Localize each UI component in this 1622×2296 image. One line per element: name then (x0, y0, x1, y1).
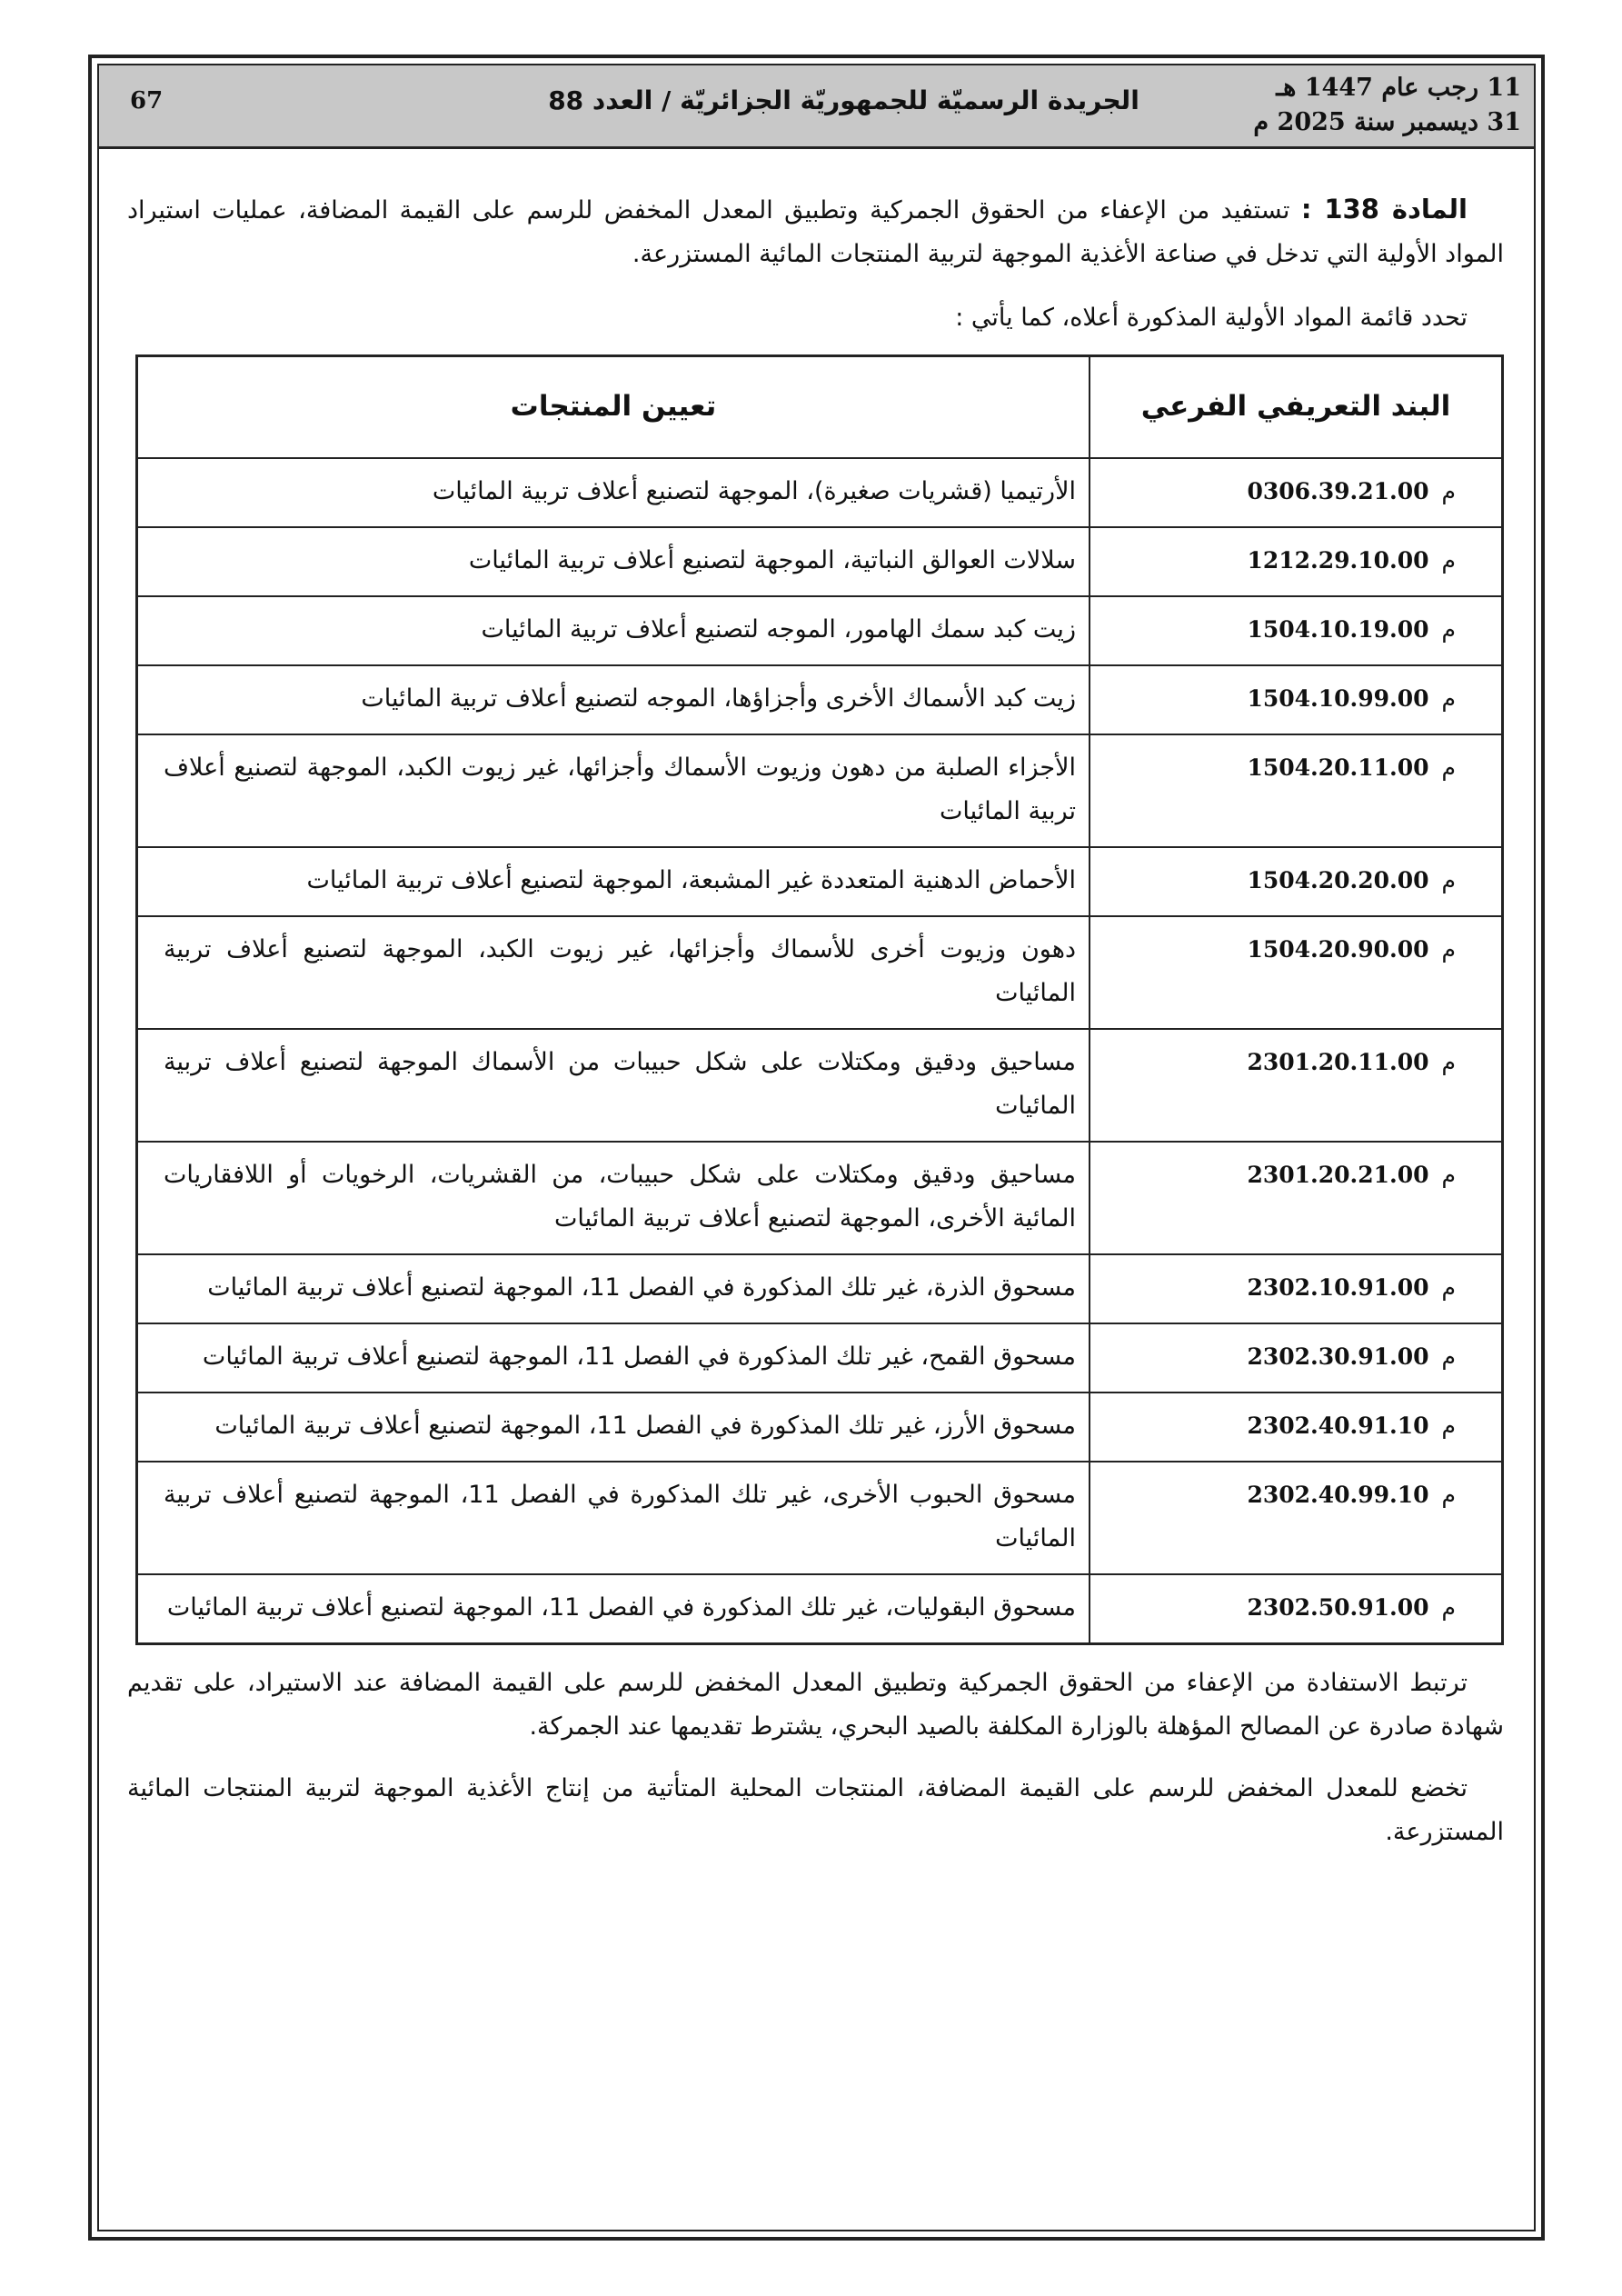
code-prefix: م (1441, 1594, 1456, 1621)
tariff-code: 1504.20.11.00 (1247, 754, 1429, 781)
product-designation: مسحوق الأرز، غير تلك المذكورة في الفصل 11، الموجهة لتصنيع أعلاف تربية المائيات (137, 1393, 1090, 1462)
table-row (137, 458, 1503, 527)
product-designation: الأحماض الدهنية المتعددة غير المشبعة، الموجهة لتصنيع أعلاف تربية المائيات (137, 847, 1090, 916)
product-designation: مسحوق الذرة، غير تلك المذكورة في الفصل 11، الموجهة لتصنيع أعلاف تربية المائيات (137, 1254, 1090, 1323)
product-designation: مسحوق القمح، غير تلك المذكورة في الفصل 11، الموجهة لتصنيع أعلاف تربية المائيات (137, 1323, 1090, 1393)
tariff-code-cell (1090, 1574, 1503, 1644)
code-prefix: م (1441, 547, 1456, 574)
hijri-date: 11 رجب عام 1447 هـ (1276, 74, 1521, 102)
code-prefix: م (1441, 1482, 1456, 1508)
table-row (137, 527, 1503, 596)
gazette-title: الجريدة الرسميّة للجمهوريّة الجزائريّة / العدد 88 (548, 85, 1139, 115)
table-row (137, 1142, 1503, 1254)
table-row (137, 734, 1503, 847)
tariff-code-cell (1090, 1029, 1503, 1142)
tariff-code: 2302.10.91.00 (1247, 1274, 1429, 1301)
page-number: 67 (130, 87, 164, 115)
tariff-code: 2301.20.11.00 (1247, 1049, 1429, 1075)
header-tariff-code: البند التعريفي الفرعي (1090, 356, 1503, 459)
page-header (99, 65, 1534, 149)
products-table (135, 354, 1504, 1645)
table-row (137, 1254, 1503, 1323)
table-row (137, 1393, 1503, 1462)
tariff-code-cell (1090, 916, 1503, 1029)
code-prefix: م (1441, 867, 1456, 893)
tariff-code: 1504.10.19.00 (1247, 616, 1429, 643)
article-text: تستفيد من الإعفاء من الحقوق الجمركية وتطبيق المعدل المخفض للرسم على القيمة المضافة، عمليات استيراد المواد الأولية التي تدخل في صناعة الأغذية الموجهة لتربية المنتجات المائية المستزرعة. (127, 196, 1504, 268)
tariff-code-cell (1090, 1254, 1503, 1323)
product-designation: الأجزاء الصلبة من دهون وزيوت الأسماك وأجزائها، غير زيوت الكبد، الموجهة لتصنيع أعلاف تربية المائيات (137, 734, 1090, 847)
table-row (137, 1462, 1503, 1574)
table-row (137, 596, 1503, 665)
tariff-code: 2302.40.91.10 (1247, 1413, 1429, 1439)
article-paragraph (127, 187, 1504, 276)
tariff-code: 2302.50.91.00 (1247, 1594, 1429, 1621)
product-designation: دهون وزيوت أخرى للأسماك وأجزائها، غير زيوت الكبد، الموجهة لتصنيع أعلاف تربية المائيات (137, 916, 1090, 1029)
code-prefix: م (1441, 616, 1456, 643)
table-row (137, 1323, 1503, 1393)
product-designation: مسحوق الحبوب الأخرى، غير تلك المذكورة في الفصل 11، الموجهة لتصنيع أعلاف تربية المائيات (137, 1462, 1090, 1574)
tariff-code-cell (1090, 1323, 1503, 1393)
tariff-code: 1504.10.99.00 (1247, 685, 1429, 712)
gregorian-date: 31 ديسمبر سنة 2025 م (1253, 108, 1521, 136)
product-designation: الأرتيميا (قشريات صغيرة)، الموجهة لتصنيع أعلاف تربية المائيات (137, 458, 1090, 527)
product-designation: مسحوق البقوليات، غير تلك المذكورة في الفصل 11، الموجهة لتصنيع أعلاف تربية المائيات (137, 1574, 1090, 1644)
code-prefix: م (1441, 478, 1456, 504)
tariff-code-cell (1090, 458, 1503, 527)
tariff-code-cell (1090, 1142, 1503, 1254)
tariff-code: 0306.39.21.00 (1247, 478, 1429, 504)
table-header-row (137, 356, 1503, 459)
code-prefix: م (1441, 1049, 1456, 1075)
tariff-code-cell (1090, 527, 1503, 596)
table-row (137, 847, 1503, 916)
paragraph-reduced-rate: تخضع للمعدل المخفض للرسم على القيمة المضافة، المنتجات المحلية المتأتية من إنتاج الأغذية الموجهة لتربية المنتجات المائية المستزرعة. (127, 1774, 1504, 1846)
tariff-code: 1504.20.90.00 (1247, 936, 1429, 963)
tariff-code: 1504.20.20.00 (1247, 867, 1429, 893)
table-row (137, 1029, 1503, 1142)
table-row (137, 916, 1503, 1029)
product-designation: سلالات العوالق النباتية، الموجهة لتصنيع أعلاف تربية المائيات (137, 527, 1090, 596)
article-label: المادة 138 : (1300, 194, 1468, 225)
tariff-code-cell (1090, 596, 1503, 665)
list-intro: تحدد قائمة المواد الأولية المذكورة أعلاه، كما يأتي : (955, 304, 1468, 332)
tariff-code-cell (1090, 847, 1503, 916)
tariff-code: 1212.29.10.00 (1247, 547, 1429, 574)
header-product-designation: تعيين المنتجات (137, 356, 1090, 459)
tariff-code: 2302.40.99.10 (1247, 1482, 1429, 1508)
tariff-code: 2302.30.91.00 (1247, 1343, 1429, 1370)
tariff-code: 2301.20.21.00 (1247, 1162, 1429, 1188)
product-designation: زيت كبد سمك الهامور، الموجه لتصنيع أعلاف تربية المائيات (137, 596, 1090, 665)
product-designation: مساحيق ودقيق ومكتلات على شكل حبيبات، من القشريات، الرخويات أو اللافقاريات المائية الأخرى، الموجهة لتصنيع أعلاف تربية المائيات (137, 1142, 1090, 1254)
code-prefix: م (1441, 1413, 1456, 1439)
code-prefix: م (1441, 685, 1456, 712)
code-prefix: م (1441, 1162, 1456, 1188)
code-prefix: م (1441, 936, 1456, 963)
code-prefix: م (1441, 754, 1456, 781)
product-designation: زيت كبد الأسماك الأخرى وأجزاؤها، الموجه لتصنيع أعلاف تربية المائيات (137, 665, 1090, 734)
tariff-code-cell (1090, 1462, 1503, 1574)
product-designation: مساحيق ودقيق ومكتلات على شكل حبيبات من الأسماك الموجهة لتصنيع أعلاف تربية المائيات (137, 1029, 1090, 1142)
tariff-code-cell (1090, 1393, 1503, 1462)
code-prefix: م (1441, 1343, 1456, 1370)
table-row (137, 665, 1503, 734)
code-prefix: م (1441, 1274, 1456, 1301)
tariff-code-cell (1090, 665, 1503, 734)
paragraph-certificate: ترتبط الاستفادة من الإعفاء من الحقوق الجمركية وتطبيق المعدل المخفض للرسم على القيمة المضافة عند الاستيراد، على تقديم شهادة صادرة عن المصالح المؤهلة بالوزارة المكلفة بالصيد البحري، يشترط تقديمها عند الجمركة. (127, 1669, 1504, 1741)
tariff-code-cell (1090, 734, 1503, 847)
table-row (137, 1574, 1503, 1644)
